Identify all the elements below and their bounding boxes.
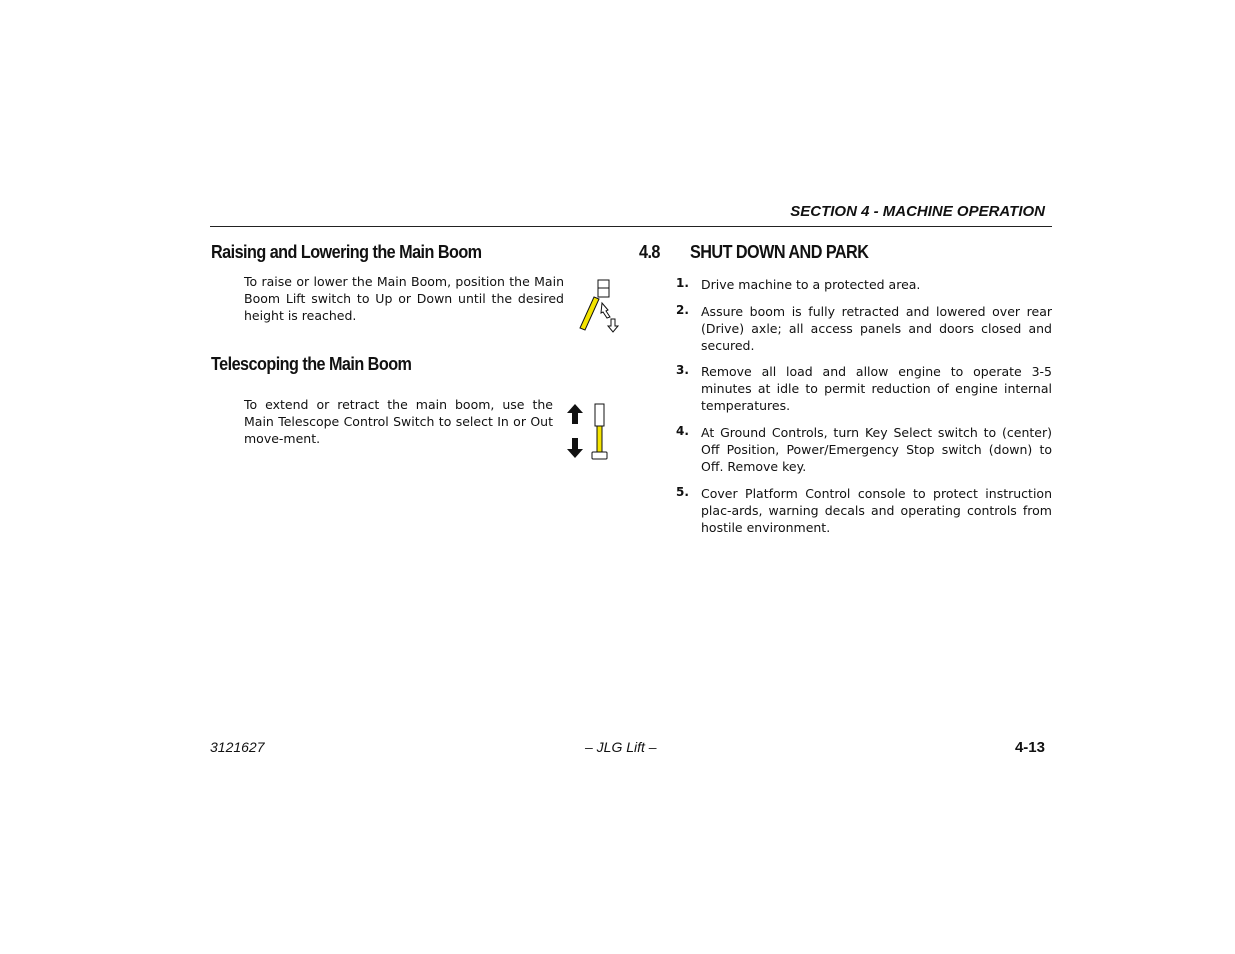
step-number: 4. bbox=[676, 424, 689, 438]
step-number: 2. bbox=[676, 303, 689, 317]
header-rule bbox=[210, 226, 1052, 227]
telescope-switch-icon bbox=[562, 402, 614, 462]
step-text: Remove all load and allow engine to operate 3-5 minutes at idle to permit reduction of engine internal temperatures. bbox=[701, 364, 1052, 413]
shutdown-steps-list bbox=[676, 276, 1052, 536]
section-heading: SHUT DOWN AND PARK bbox=[690, 242, 869, 262]
list-item bbox=[676, 485, 1052, 536]
doc-number: 3121627 bbox=[210, 739, 265, 755]
step-text: Cover Platform Control console to protect instruction plac-ards, warning decals and operating controls from hostile environment. bbox=[701, 486, 1052, 535]
telescope-boom-text: To extend or retract the main boom, use the Main Telescope Control Switch to select In or Out move-ment. bbox=[244, 397, 553, 446]
telescope-boom-heading: Telescoping the Main Boom bbox=[211, 354, 412, 374]
step-number: 5. bbox=[676, 485, 689, 499]
list-item bbox=[676, 276, 1052, 293]
footer-center-text: – JLG Lift – bbox=[585, 739, 657, 755]
list-item bbox=[676, 303, 1052, 354]
step-text: Drive machine to a protected area. bbox=[701, 277, 921, 292]
step-number: 1. bbox=[676, 276, 689, 290]
page-number: 4-13 bbox=[1014, 739, 1045, 756]
raise-boom-text: To raise or lower the Main Boom, position the Main Boom Lift switch to Up or Down until the desired height is reached. bbox=[244, 274, 564, 323]
section-number: 4.8 bbox=[639, 242, 660, 262]
boom-lift-switch-icon bbox=[574, 277, 622, 335]
section-header: SECTION 4 - MACHINE OPERATION bbox=[790, 203, 1045, 220]
step-text: At Ground Controls, turn Key Select switch to (center) Off Position, Power/Emergency Stop switch (down) to Off. Remove key. bbox=[701, 425, 1052, 474]
step-text: Assure boom is fully retracted and lowered over rear (Drive) axle; all access panels and doors closed and secured. bbox=[701, 304, 1052, 353]
step-number: 3. bbox=[676, 363, 689, 377]
list-item bbox=[676, 424, 1052, 475]
list-item bbox=[676, 363, 1052, 414]
raise-boom-heading: Raising and Lowering the Main Boom bbox=[211, 242, 482, 262]
